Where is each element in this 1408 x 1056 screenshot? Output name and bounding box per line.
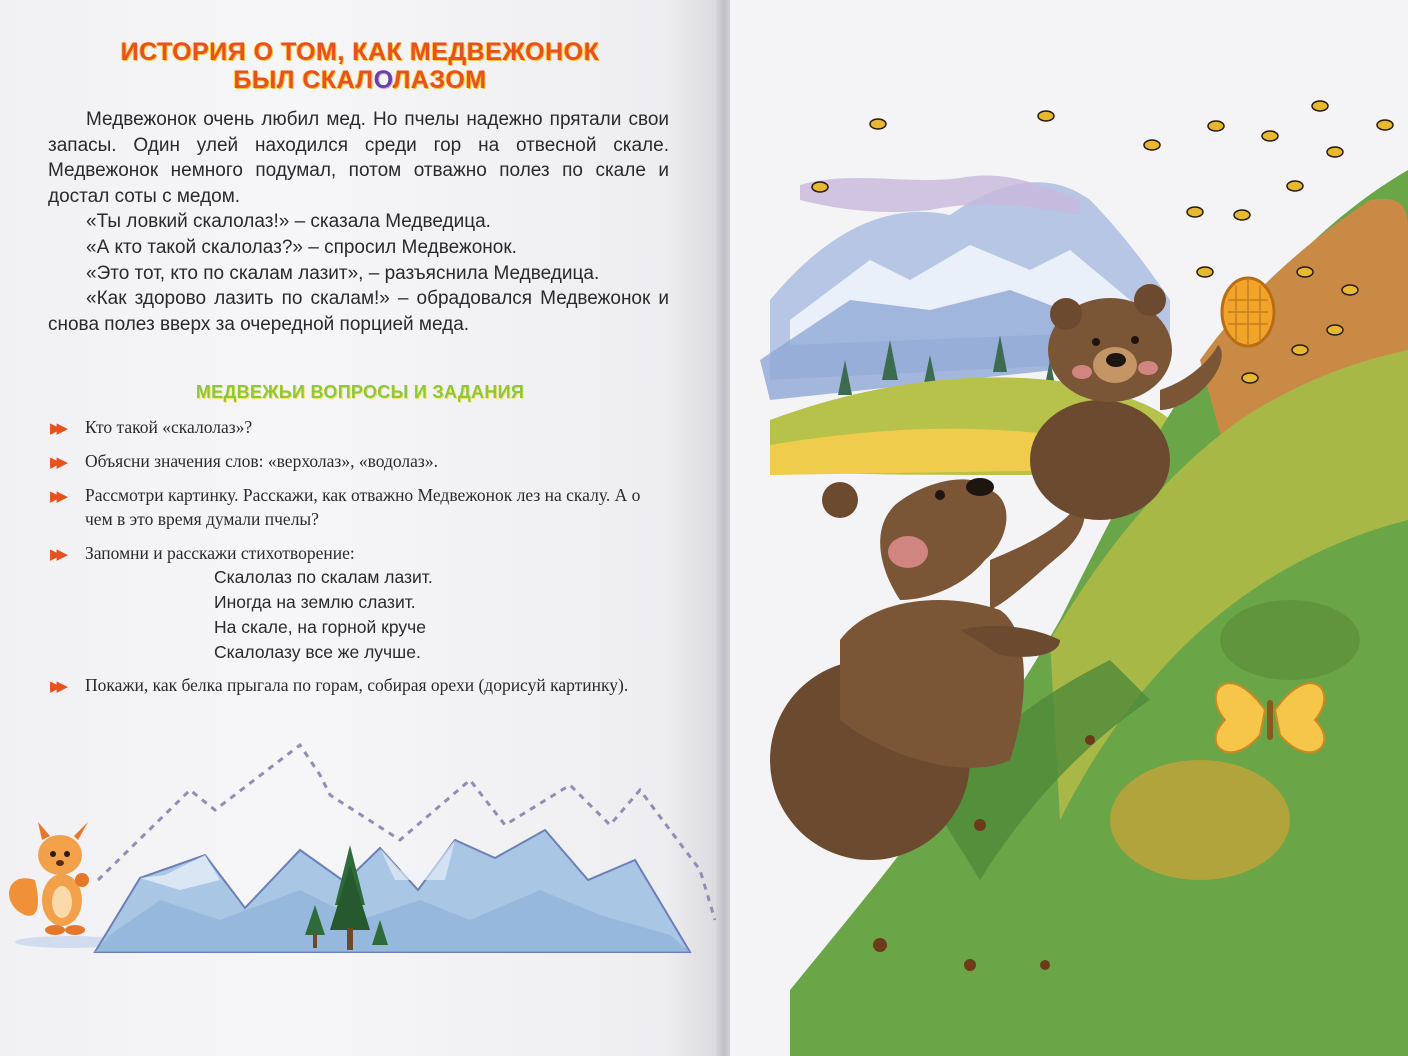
poem-line: Скалолаз по скалам лазит. (214, 567, 433, 587)
question-text: Покажи, как белка прыгала по горам, собирая орехи (дорисуй картинку). (85, 675, 629, 695)
question-item-last (50, 673, 703, 697)
honeycomb-icon (1222, 278, 1274, 346)
question-item (50, 449, 670, 473)
story-paragraph: Медвежонок очень любил мед. Но пчелы надежно прятали свои запасы. Один улей находился среди гор на отвесной скале. Медвежонок немного подумал, потом отважно полез по скале и достал соты с медом. (48, 109, 669, 207)
right-page (730, 0, 1408, 1056)
title-line-1: ИСТОРИЯ О ТОМ, КАК МЕДВЕЖОНОК (120, 38, 600, 66)
squirrel-icon (9, 822, 89, 935)
double-arrow-icon: ▶▶ (50, 487, 64, 505)
double-arrow-icon: ▶▶ (50, 419, 64, 437)
poem-line: Иногда на землю слазит. (214, 592, 416, 612)
question-item (50, 541, 670, 565)
story-paragraph: «Ты ловкий скалолаз!» – сказала Медведица. (86, 211, 491, 233)
double-arrow-icon: ▶▶ (50, 545, 64, 563)
question-text: Рассмотри картинку. Расскажи, как отважно Медвежонок лез на скалу. А о чем в это время думали пчелы? (85, 485, 641, 529)
question-text: Объясни значения слов: «верхолаз», «водолаз». (85, 451, 438, 471)
question-text: Кто такой «скалолаз»? (85, 417, 253, 437)
story-paragraph: «Как здорово лазить по скалам!» – обрадовался Медвежонок и снова полез вверх за очередной порцией меда. (48, 288, 669, 335)
title-line-2: БЫЛ СКАЛОЛАЗОМ (233, 66, 487, 94)
double-arrow-icon: ▶▶ (50, 677, 64, 695)
story-paragraph: «Это тот, кто по скалам лазит», – разъяснила Медведица. (86, 262, 600, 284)
mountains-drawing (0, 730, 722, 960)
double-arrow-icon: ▶▶ (50, 453, 64, 471)
question-item (50, 483, 670, 531)
poem-line: Скалолазу все же лучше. (214, 642, 421, 662)
page-title (60, 38, 660, 94)
question-text: Запомни и расскажи стихотворение: (85, 543, 355, 563)
poem (214, 565, 433, 665)
questions-heading: МЕДВЕЖЬИ ВОПРОСЫ И ЗАДАНИЯ (195, 382, 525, 402)
poem-line: На скале, на горной круче (214, 617, 426, 637)
question-item (50, 415, 670, 439)
story-text (48, 107, 669, 337)
bears-illustration (730, 0, 1408, 1056)
story-paragraph: «А кто такой скалолаз?» – спросил Медвежонок. (86, 236, 517, 258)
questions-list (50, 415, 670, 575)
